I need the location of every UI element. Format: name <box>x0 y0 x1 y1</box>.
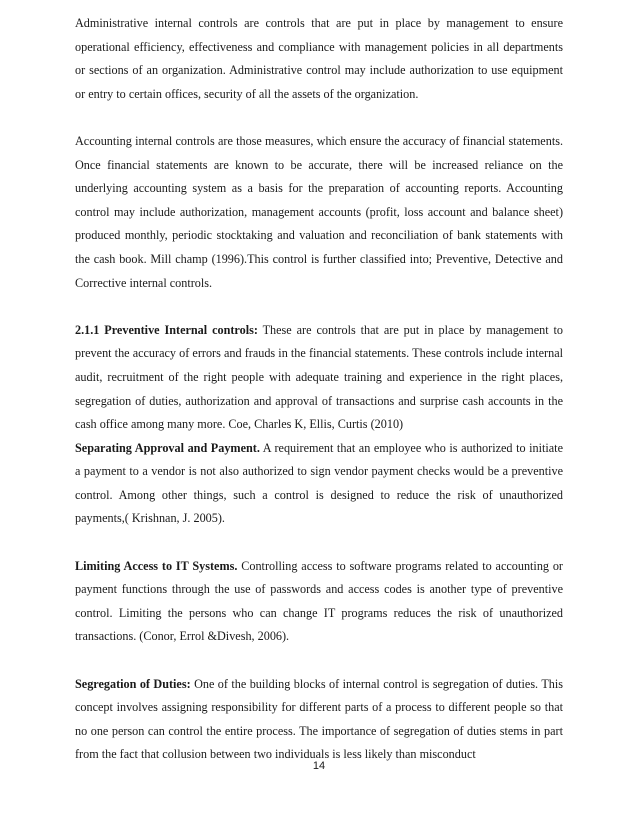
paragraph-text: One of the building blocks of internal control is segregation of duties. This concept involves assigning responsibility for different parts of a process to different people so that no one person can control the entire process. The importance of segregation of duties stems in part from the fact that collusion between two individuals is less likely than misconduct <box>75 676 563 762</box>
paragraph-separating-approval <box>75 437 563 531</box>
inline-heading-separating: Separating Approval and Payment. <box>75 440 260 455</box>
paragraph-text: Controlling access to software programs related to accounting or payment functions through the use of passwords and access codes is another type of preventive control. Limiting the persons who can change IT programs reduces the risk of unauthorized transactions. (Conor, Errol &Divesh, 2006). <box>75 558 563 644</box>
paragraph-accounting-controls <box>75 130 563 295</box>
inline-heading-segregation: Segregation of Duties: <box>75 676 191 691</box>
document-page <box>75 12 563 767</box>
paragraph-text: These are controls that are put in place by management to prevent the accuracy of errors and frauds in the financial statements. These controls include internal audit, recruitment of the right people with adequate training and experience in the right places, segregation of duties, authorization and approval of transactions and surprise cash accounts in the cash office among many more. Coe, Charles K, Ellis, Curtis (2010) <box>75 322 563 432</box>
paragraph-segregation-duties <box>75 673 563 767</box>
paragraph-preventive-controls <box>75 319 563 437</box>
paragraph-text: Administrative internal controls are controls that are put in place by management to ensure operational efficiency, effectiveness and compliance with management policies in all departments or sections of an organization. Administrative control may include authorization to use equipment or entry to certain offices, security of all the assets of the organization. <box>75 16 563 101</box>
paragraph-limiting-access <box>75 555 563 649</box>
paragraph-text: Accounting internal controls are those measures, which ensure the accuracy of financial statements. Once financial statements are known to be accurate, there will be increased reliance on the underlying accounting system as a basis for the preparation of accounting reports. Accounting control may include authorization, management accounts (profit, loss account and balance sheet) produced monthly, periodic stocktaking and valuation and reconciliation of bank statements with the cash book. Mill champ (1996).This control is further classified into; Preventive, Detective and Corrective internal controls. <box>75 133 563 290</box>
inline-heading-limiting: Limiting Access to IT Systems. <box>75 558 238 573</box>
page-number: 14 <box>312 760 326 772</box>
section-heading-preventive: 2.1.1 Preventive Internal controls: <box>75 322 258 337</box>
paragraph-text: A requirement that an employee who is authorized to initiate a payment to a vendor is not also authorized to sign vendor payment checks would be a preventive control. Among other things, such a control is designed to reduce the risk of unauthorized payments,( Krishnan, J. 2005). <box>75 440 563 526</box>
paragraph-administrative-controls <box>75 12 563 106</box>
